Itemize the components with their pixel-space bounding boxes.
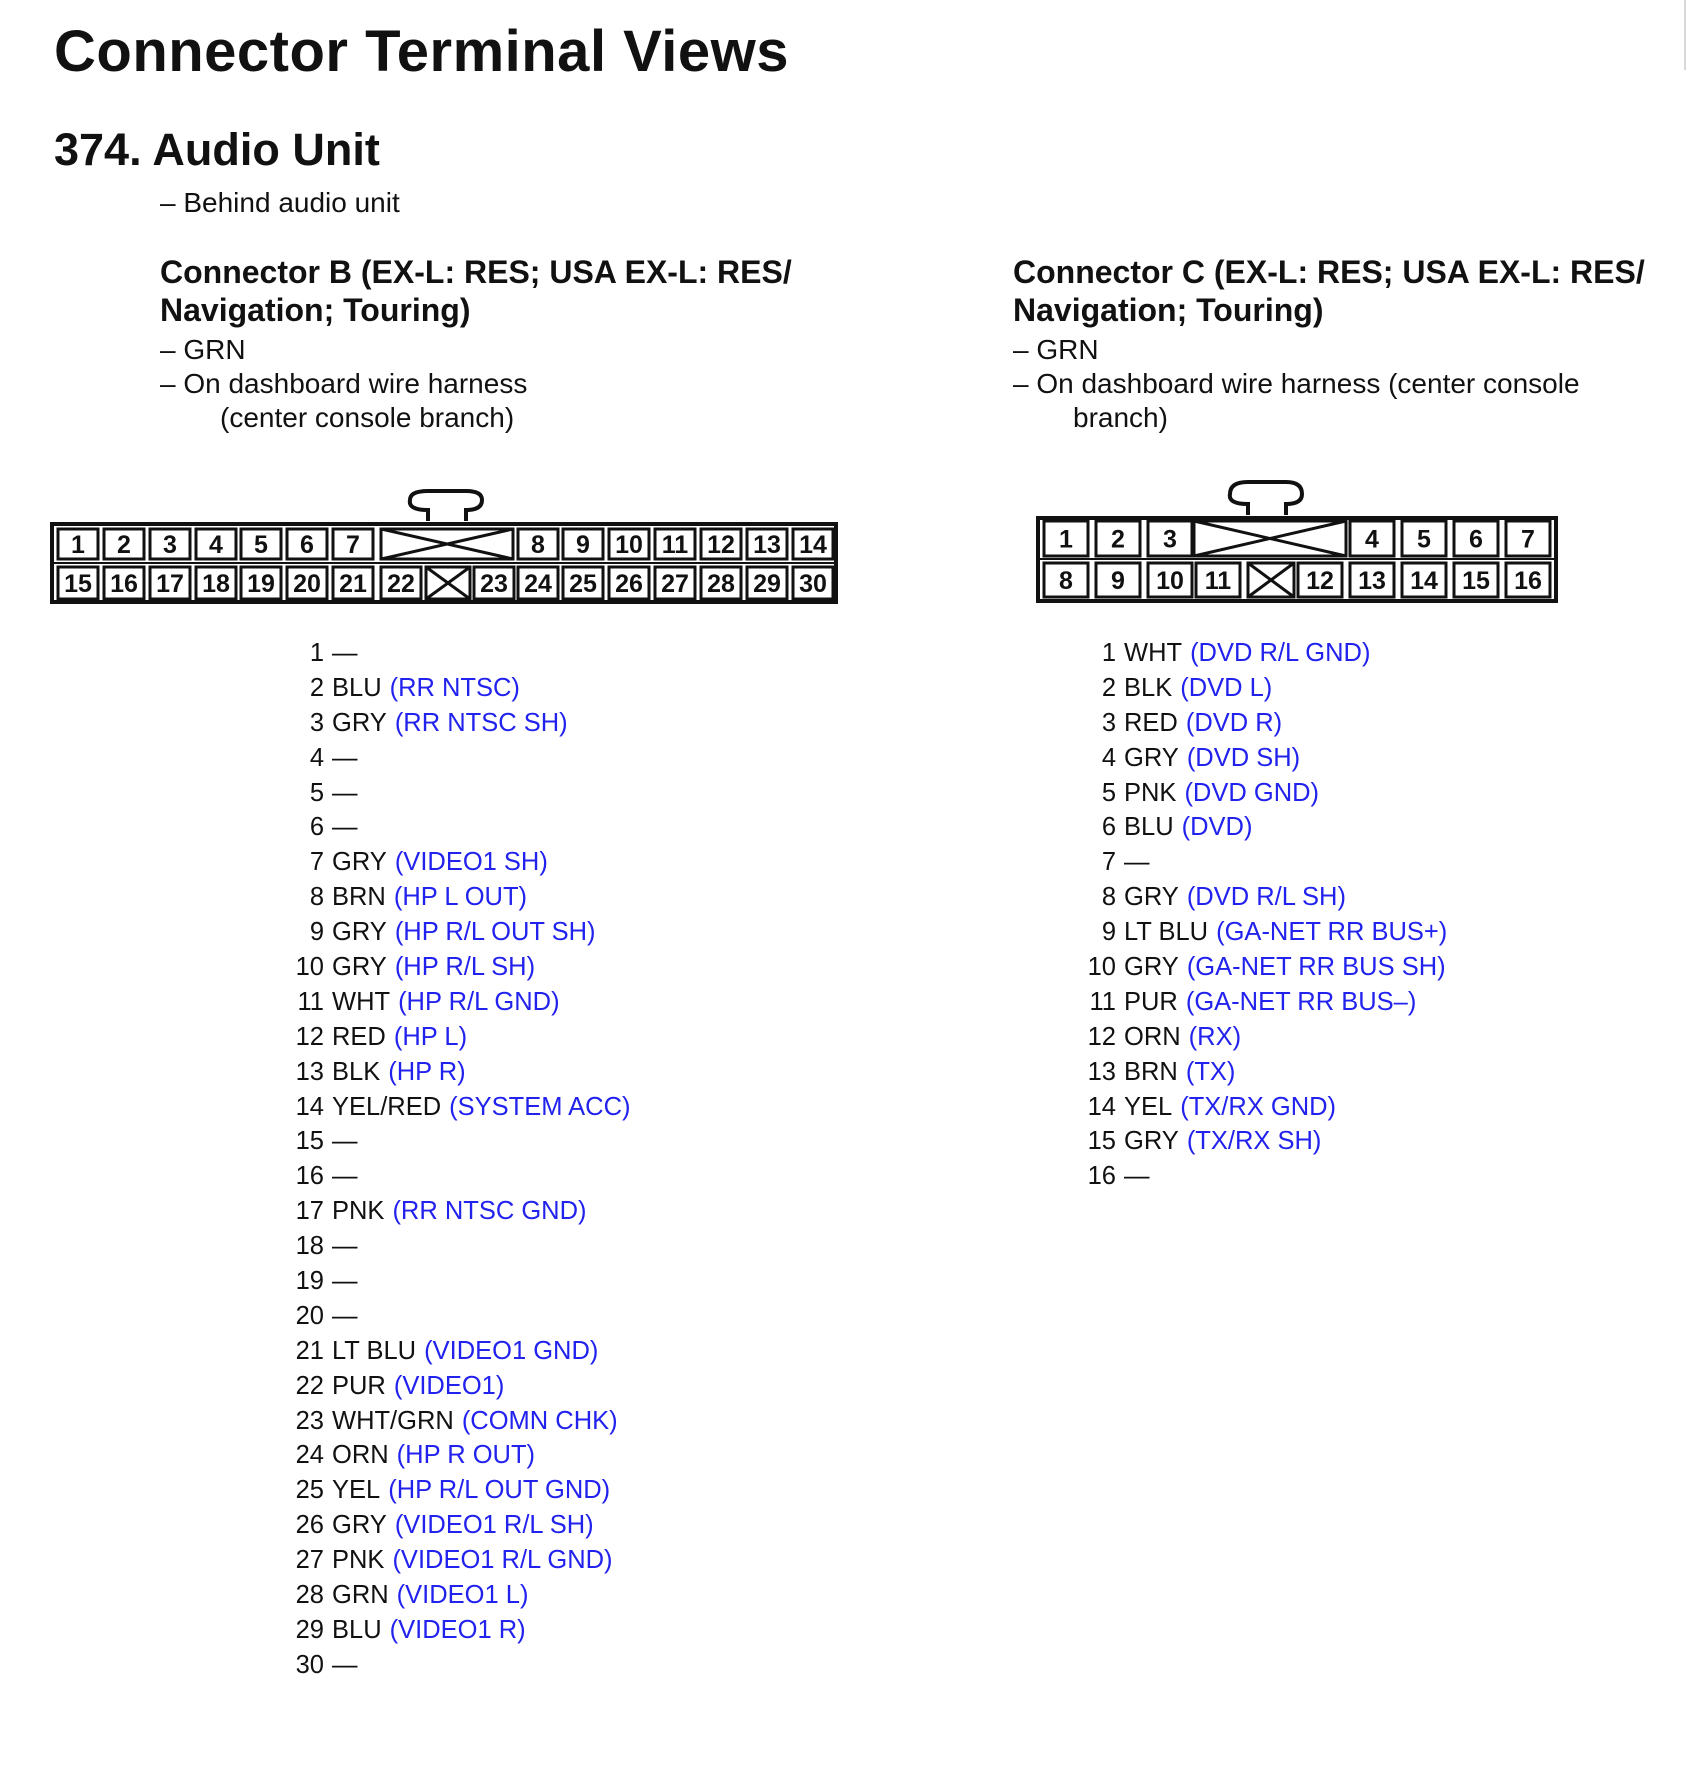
wire-color: BRN [332, 883, 386, 912]
connector-c-title-line2: Navigation; Touring) [1013, 292, 1324, 328]
connector-b-cavity-label: 26 [615, 570, 643, 598]
connector-b-pin-row [290, 671, 630, 706]
pin-number: 17 [295, 1197, 324, 1226]
pin-function: (TX/RX SH) [1186, 1127, 1322, 1156]
pin-function: (SYSTEM ACC) [449, 1092, 631, 1121]
connector-b-cavity-label: 25 [569, 570, 597, 598]
wire-color: WHT [332, 987, 391, 1016]
connector-c-pin-row [1082, 880, 1447, 915]
connector-b-pin-row [290, 1369, 630, 1404]
connector-c-cavity-4 [1350, 521, 1394, 556]
wire-color: — [332, 1162, 358, 1191]
pin-number: 3 [1101, 708, 1116, 737]
connector-c-cavity-9 [1096, 563, 1140, 597]
connector-b-pin-row [290, 1578, 630, 1613]
connector-b-cavity-label: 8 [531, 531, 545, 559]
pin-number: 13 [1087, 1057, 1116, 1086]
connector-c-cavity-1 [1044, 521, 1088, 556]
connector-c-pin-row [1082, 810, 1447, 845]
pin-number: 21 [295, 1336, 324, 1365]
pin-number: 15 [295, 1127, 324, 1156]
connector-b-title-line1: Connector B (EX-L: RES; USA EX-L: RES/ [160, 254, 792, 290]
wire-color: — [332, 743, 358, 772]
pin-function: (COMN CHK) [461, 1406, 618, 1435]
pin-function: (HP R) [388, 1057, 466, 1086]
connector-b-cavity-label: 21 [339, 570, 367, 598]
pin-number: 22 [295, 1371, 324, 1400]
connector-b-pin-row [290, 776, 630, 811]
connector-c-cavity-label: 9 [1111, 567, 1125, 595]
connector-b-pin-list [290, 636, 630, 1683]
pin-function: (DVD) [1181, 813, 1253, 842]
connector-c-blank-cavity [1248, 563, 1294, 597]
connector-b-cavity-label: 2 [117, 531, 131, 559]
connector-c-cavity-7 [1506, 521, 1550, 556]
pin-function: (TX) [1185, 1057, 1236, 1086]
connector-b-pin-row [290, 1229, 630, 1264]
connector-c-title-line1: Connector C (EX-L: RES; USA EX-L: RES/ [1013, 254, 1645, 290]
pin-number: 9 [1101, 918, 1116, 947]
wire-color: GRY [332, 708, 387, 737]
connector-c-cavity-label: 14 [1410, 567, 1438, 595]
pin-function: (VIDEO1 R/L GND) [392, 1546, 613, 1575]
connector-b-location-note-cont: (center console branch) [220, 402, 515, 433]
pin-function: (DVD R/L GND) [1190, 639, 1371, 667]
connector-b-pin-row [290, 636, 630, 671]
pin-function: (RR NTSC SH) [394, 708, 568, 737]
connector-c-pin-row [1082, 1090, 1447, 1125]
connector-c-pin-row [1082, 1159, 1447, 1194]
connector-b-cavity-label: 22 [387, 570, 415, 598]
pin-function: (HP R/L SH) [394, 953, 536, 982]
wire-color: WHT/GRN [332, 1406, 454, 1435]
connector-c-pin-row [1082, 776, 1447, 811]
pin-number: 14 [295, 1092, 324, 1121]
pin-number: 11 [1089, 987, 1116, 1016]
connector-c-diagram [0, 0, 1688, 640]
pin-number: 2 [1101, 673, 1116, 702]
connector-b-cavity-label: 15 [64, 570, 92, 598]
pin-number: 6 [309, 813, 324, 842]
connector-c-cavity-label: 13 [1358, 567, 1386, 595]
pin-function: (VIDEO1 R/L SH) [394, 1511, 594, 1540]
connector-c-pin-row [1082, 1020, 1447, 1055]
wire-color: — [332, 1127, 358, 1156]
connector-b-cavity-label: 30 [799, 570, 827, 598]
connector-b-pin-row [290, 1299, 630, 1334]
wire-color: PNK [332, 1197, 385, 1226]
wire-color: LT BLU [1124, 918, 1209, 947]
wire-color: YEL [1124, 1092, 1173, 1121]
pin-number: 5 [309, 778, 324, 807]
pin-number: 27 [295, 1546, 324, 1575]
connector-b-cavity-label: 17 [156, 570, 184, 598]
connector-b-cavity-label: 4 [209, 531, 223, 559]
pin-number: 12 [295, 1022, 324, 1051]
pin-number: 14 [1087, 1092, 1116, 1121]
wire-color: BLU [1124, 813, 1174, 842]
wire-color: — [1124, 1162, 1150, 1191]
connector-b-pin-row [290, 741, 630, 776]
pin-number: 29 [295, 1615, 324, 1644]
connector-b-cavity-label: 11 [661, 531, 689, 559]
connector-c-key-block [1194, 521, 1346, 556]
pin-function: (VIDEO1 R) [389, 1615, 526, 1644]
pin-function: (HP R/L OUT GND) [388, 1476, 611, 1505]
connector-b-cavity-label: 6 [300, 531, 314, 559]
pin-number: 12 [1087, 1022, 1116, 1051]
connector-c-pin-row [1082, 985, 1447, 1020]
wire-color: RED [332, 1022, 386, 1051]
pin-number: 25 [295, 1476, 324, 1505]
pin-function: (DVD GND) [1184, 778, 1320, 807]
pin-function: (HP R OUT) [396, 1441, 536, 1470]
connector-b-pin-row [290, 880, 630, 915]
connector-c-cavity-label: 16 [1514, 567, 1542, 595]
connector-c-cavity-13 [1350, 563, 1394, 597]
wire-color: — [332, 1232, 358, 1261]
wire-color: WHT [1124, 639, 1183, 667]
connector-c-cavity-label: 3 [1163, 525, 1177, 554]
pin-function: (RR NTSC) [389, 673, 520, 702]
connector-c-cavity-label: 7 [1521, 525, 1535, 554]
connector-c-cavity-label: 12 [1306, 567, 1334, 595]
connector-b-cavity-label: 7 [346, 531, 360, 559]
wire-color: GRY [1124, 883, 1179, 912]
connector-b-cavity-label: 27 [661, 570, 689, 598]
connector-b-cavity-label: 19 [247, 570, 275, 598]
pin-number: 16 [1087, 1162, 1116, 1191]
connector-b-pin-row [290, 810, 630, 845]
connector-b-pin-row [290, 1055, 630, 1090]
pin-number: 15 [1087, 1127, 1116, 1156]
connector-c-cavity-label: 4 [1365, 525, 1379, 554]
wire-color: BRN [1124, 1057, 1178, 1086]
pin-number: 16 [295, 1162, 324, 1191]
wire-color: PNK [332, 1546, 385, 1575]
connector-b-pin-row [290, 1648, 630, 1683]
connector-c-pin-row [1082, 950, 1447, 985]
wire-color: — [332, 1267, 358, 1296]
connector-b-cavity-label: 24 [524, 570, 552, 598]
connector-b-cavity-label: 12 [707, 531, 735, 559]
connector-b-pin-row [290, 915, 630, 950]
wire-color: GRY [332, 918, 387, 947]
wire-color: GRY [332, 953, 387, 982]
pin-number: 4 [1101, 743, 1116, 772]
connector-b-pin-row [290, 1543, 630, 1578]
wire-color: GRY [332, 848, 387, 877]
connector-b-cavity-label: 5 [254, 531, 268, 559]
pin-number: 20 [295, 1301, 324, 1330]
pin-number: 1 [1101, 639, 1116, 667]
connector-b-color-note: – GRN [160, 334, 246, 365]
connector-b-cavity-label: 3 [163, 531, 177, 559]
connector-c-pin-row [1082, 1124, 1447, 1159]
connector-c-cavity-10 [1148, 563, 1192, 597]
pin-number: 19 [295, 1267, 324, 1296]
pin-function: (HP L) [393, 1022, 468, 1051]
connector-c-location-note-cont: branch) [1073, 402, 1168, 433]
pin-function: (VIDEO1 GND) [424, 1336, 599, 1365]
connector-b-cavity-label: 20 [293, 570, 321, 598]
wire-color: — [332, 778, 358, 807]
wire-color: PNK [1124, 778, 1177, 807]
connector-c-latch [1230, 482, 1302, 515]
pin-number: 8 [309, 883, 324, 912]
pin-function: (HP R/L OUT SH) [394, 918, 596, 947]
pin-number: 10 [295, 953, 324, 982]
connector-b-pin-row [290, 1438, 630, 1473]
pin-function: (VIDEO1) [393, 1371, 505, 1400]
connector-c-cavity-label: 8 [1059, 567, 1073, 595]
wire-color: — [332, 1650, 358, 1679]
section-title: 374. Audio Unit [54, 124, 380, 175]
connector-c-cavity-11 [1196, 563, 1240, 597]
connector-c-pin-row [1082, 741, 1447, 776]
connector-c-cavity-15 [1454, 563, 1498, 597]
pin-function: (GA-NET RR BUS–) [1185, 987, 1417, 1016]
pin-number: 1 [309, 639, 324, 667]
pin-function: (DVD SH) [1186, 743, 1301, 772]
wire-color: — [332, 813, 358, 842]
pin-number: 6 [1101, 813, 1116, 842]
pin-number: 7 [1101, 848, 1116, 877]
connector-b-pin-row [290, 1090, 630, 1125]
wire-color: — [332, 1301, 358, 1330]
pin-number: 28 [295, 1581, 324, 1610]
connector-c-pin-row [1082, 706, 1447, 741]
connector-c-cavity-5 [1402, 521, 1446, 556]
pin-function: (RX) [1188, 1022, 1242, 1051]
connector-b-pin-row [290, 1613, 630, 1648]
pin-number: 30 [295, 1650, 324, 1679]
pin-number: 5 [1101, 778, 1116, 807]
connector-b-cavity-label: 18 [202, 570, 230, 598]
wire-color: ORN [1124, 1022, 1181, 1051]
connector-b-cavity-label: 16 [110, 570, 138, 598]
pin-function: (DVD R) [1185, 708, 1283, 737]
connector-b-cavity-label: 10 [615, 531, 643, 559]
connector-c-cavity-3 [1148, 521, 1192, 556]
connector-b-pin-row [290, 706, 630, 741]
connector-b-cavity-label: 28 [707, 570, 735, 598]
connector-b-title-line2: Navigation; Touring) [160, 292, 471, 328]
connector-c-pin-row [1082, 1055, 1447, 1090]
pin-number: 24 [295, 1441, 324, 1470]
connector-b-pin-row [290, 950, 630, 985]
connector-b-pin-row [290, 1508, 630, 1543]
connector-b-cavity-label: 9 [576, 531, 590, 559]
wire-color: BLK [1124, 673, 1173, 702]
connector-b-pin-row [290, 1264, 630, 1299]
connector-c-pin-row [1082, 671, 1447, 706]
wire-color: GRY [1124, 953, 1179, 982]
wire-color: GRN [332, 1581, 389, 1610]
section-location-note: – Behind audio unit [160, 187, 400, 218]
connector-c-cavity-6 [1454, 521, 1498, 556]
connector-b-pin-row [290, 1159, 630, 1194]
connector-c-cavity-label: 10 [1156, 567, 1184, 595]
pin-number: 10 [1087, 953, 1116, 982]
connector-c-cavity-16 [1506, 563, 1550, 597]
connector-c-location-note: – On dashboard wire harness (center console [1013, 368, 1580, 399]
connector-c-cavity-label: 6 [1469, 525, 1483, 554]
pin-function: (VIDEO1 SH) [394, 848, 548, 877]
wire-color: GRY [1124, 1127, 1179, 1156]
wire-color: YEL [332, 1476, 381, 1505]
pin-function: (GA-NET RR BUS SH) [1186, 953, 1446, 982]
pin-function: (DVD R/L SH) [1186, 883, 1346, 912]
pin-number: 13 [295, 1057, 324, 1086]
wire-color: PUR [332, 1371, 386, 1400]
connector-b-cavity-label: 14 [799, 531, 827, 559]
connector-c-cavity-8 [1044, 563, 1088, 597]
connector-b-pin-row [290, 1124, 630, 1159]
pin-number: 8 [1101, 883, 1116, 912]
wire-color: YEL/RED [332, 1092, 442, 1121]
pin-function: (HP R/L GND) [398, 987, 560, 1016]
pin-number: 23 [295, 1406, 324, 1435]
wire-color: BLU [332, 673, 382, 702]
connector-b-cavity-label: 1 [71, 531, 85, 559]
connector-c-pin-row [1082, 845, 1447, 880]
connector-b-pin-row [290, 985, 630, 1020]
pin-number: 4 [309, 743, 324, 772]
connector-c-pin-list [1082, 636, 1447, 1194]
pin-function: (TX/RX GND) [1180, 1092, 1337, 1121]
connector-c-cavity-label: 5 [1417, 525, 1431, 554]
connector-c-cavity-14 [1402, 563, 1446, 597]
pin-number: 9 [309, 918, 324, 947]
pin-function: (VIDEO1 L) [396, 1581, 529, 1610]
connector-c-color-note: – GRN [1013, 334, 1099, 365]
connector-b-pin-row [290, 1334, 630, 1369]
wire-color: — [332, 639, 358, 667]
pin-number: 7 [309, 848, 324, 877]
pin-number: 3 [309, 708, 324, 737]
wire-color: PUR [1124, 987, 1178, 1016]
connector-c-cavity-label: 2 [1111, 525, 1125, 554]
connector-b-pin-row [290, 845, 630, 880]
connector-b-pin-row [290, 1404, 630, 1439]
connector-b-cavity-label: 13 [753, 531, 781, 559]
wire-color: — [1124, 848, 1150, 877]
connector-c-cavity-label: 15 [1462, 567, 1490, 595]
pin-number: 2 [309, 673, 324, 702]
connector-b-pin-row [290, 1020, 630, 1055]
wire-color: BLU [332, 1615, 382, 1644]
pin-function: (HP L OUT) [393, 883, 528, 912]
connector-c-pin-row [1082, 636, 1447, 671]
page-title: Connector Terminal Views [54, 19, 790, 84]
pin-number: 26 [295, 1511, 324, 1540]
connector-c-cavity-label: 1 [1059, 525, 1073, 554]
pin-function: (RR NTSC GND) [392, 1197, 587, 1226]
connector-b-cavity-label: 29 [753, 570, 781, 598]
pin-function: (DVD L) [1180, 673, 1273, 702]
connector-b-pin-row [290, 1473, 630, 1508]
connector-c-cavity-2 [1096, 521, 1140, 556]
wire-color: RED [1124, 708, 1178, 737]
connector-b-location-note: – On dashboard wire harness [160, 368, 528, 399]
wire-color: GRY [1124, 743, 1179, 772]
connector-c-pin-row [1082, 915, 1447, 950]
connector-b-pin-row [290, 1194, 630, 1229]
connector-b-cavity-label: 23 [480, 570, 508, 598]
pin-number: 11 [297, 987, 324, 1016]
connector-c-cavity-12 [1298, 563, 1342, 597]
connector-c-cavity-label: 11 [1204, 567, 1232, 595]
pin-number: 18 [295, 1232, 324, 1261]
wire-color: BLK [332, 1057, 381, 1086]
pin-function: (GA-NET RR BUS+) [1216, 918, 1448, 947]
wire-color: LT BLU [332, 1336, 417, 1365]
wire-color: GRY [332, 1511, 387, 1540]
wire-color: ORN [332, 1441, 389, 1470]
